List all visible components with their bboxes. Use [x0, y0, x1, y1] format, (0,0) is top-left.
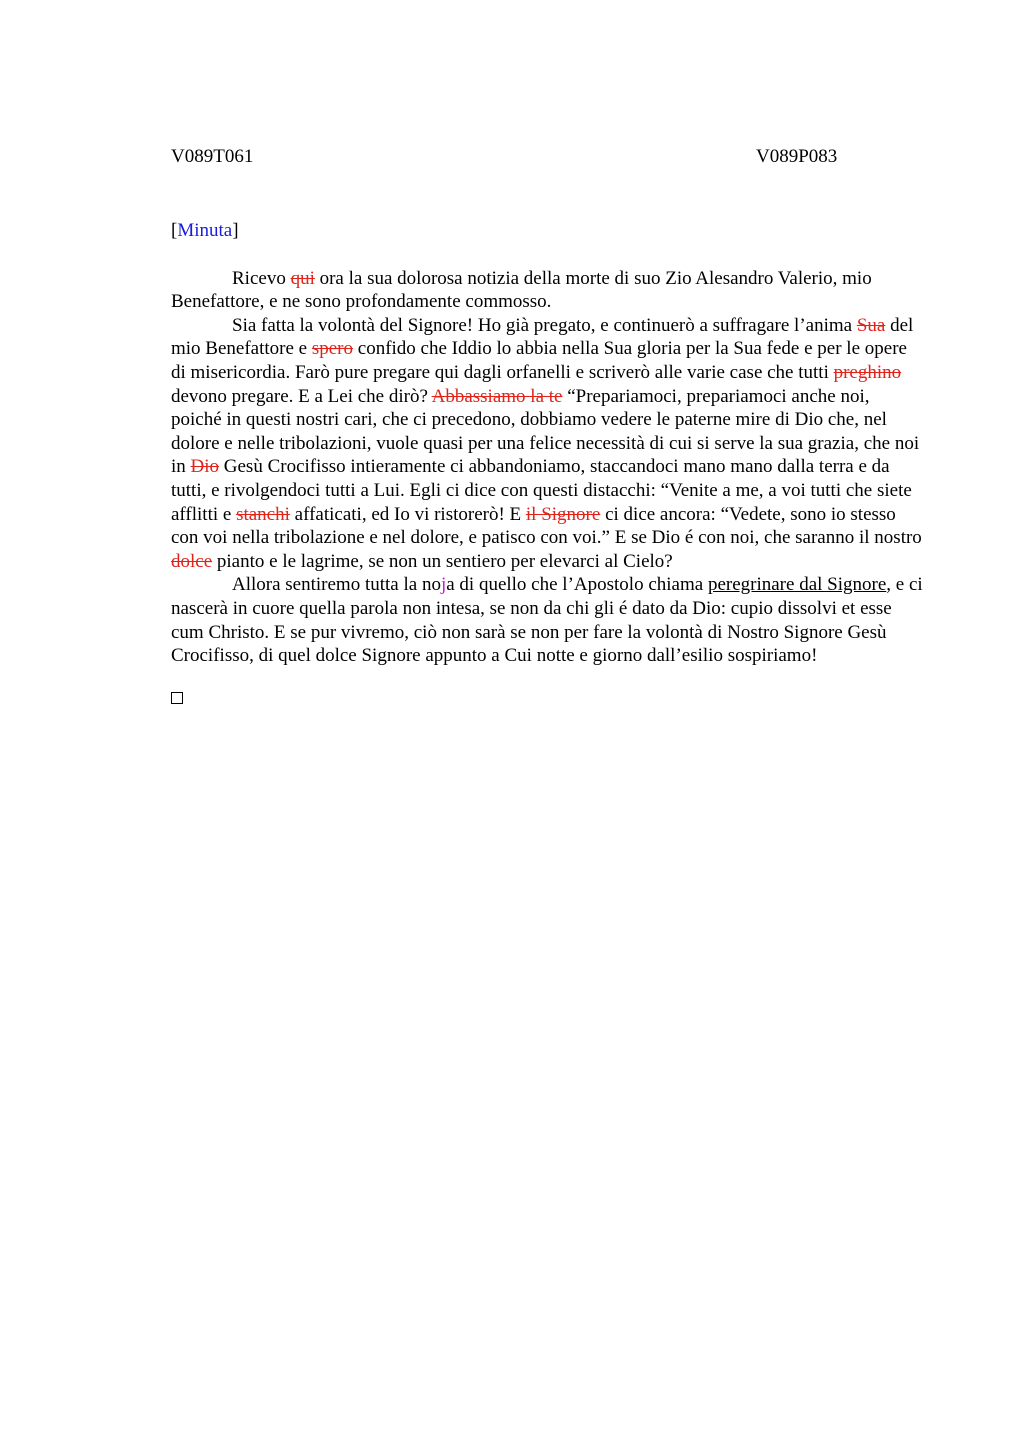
label-open-bracket: [	[171, 220, 178, 241]
text-run: ora la sua dolorosa notizia della morte di suo Zio Alesandro Valerio, mio Benefattore, e ne sono profondamente commosso.	[171, 267, 872, 313]
deleted-text: Dio	[190, 456, 220, 478]
deleted-text: Abbassiamo la te	[431, 385, 563, 407]
label-close-bracket: ]	[232, 220, 239, 241]
text-run: Sia fatta la volontà del Signore! Ho già pregato, e continuerò a suffragare l’anima	[232, 314, 857, 336]
deleted-text: qui	[290, 267, 315, 289]
paragraph	[171, 267, 923, 314]
document-label	[171, 219, 923, 243]
deleted-text: spero	[311, 338, 354, 360]
deleted-text: preghino	[833, 361, 902, 383]
square-outline-icon	[171, 692, 183, 704]
document-code-right: V089P083	[756, 146, 838, 167]
text-run: devono pregare. E a Lei che dirò?	[171, 385, 432, 407]
document-header	[171, 145, 923, 171]
text-run: “Prepariamoci, prepariamoci anche noi, poiché in questi nostri cari, che ci precedono, dobbiamo vedere le paterne mire di Dio che, nel dolore e nelle tribolazioni, vuole quasi per una felice necessità di cui si serve la sua grazia, che noi in	[171, 385, 920, 478]
label-text: Minuta	[177, 220, 233, 241]
text-run: Allora sentiremo tutta la no	[232, 574, 441, 596]
underlined-text: peregrinare dal Signore	[707, 574, 887, 596]
text-run: ci dice ancora: “Vedete, sono io stesso con voi nella tribolazione e nel dolore, e patisco con voi.” E se Dio é con noi, che saranno il nostro	[171, 503, 922, 549]
inserted-text: j	[440, 574, 447, 596]
text-run: del mio Benefattore e	[171, 314, 914, 360]
text-run: confido che Iddio lo abbia nella Sua gloria per la Sua fede e per le opere di misericordia. Farò pure pregare qui dagli orfanelli e scriverò alle varie case che tutti	[171, 338, 907, 383]
text-run: , e ci nascerà in cuore quella parola non intesa, se non da chi gli é dato da Dio: cupio dissolvi et esse cum Christo. E se pur vivremo, ciò non sarà se non per fare la volontà di Nostro Signore Gesù Crocifisso, di quel dolce Signore appunto a Cui notte e giorno dall’esilio sospiriamo!	[171, 574, 923, 667]
document-page	[171, 145, 923, 704]
text-run: pianto e le lagrime, se non un sentiero per elevarci al Cielo?	[212, 550, 673, 572]
text-run: a di quello che l’Apostolo chiama	[446, 574, 708, 596]
deleted-text: il Signore	[525, 503, 601, 525]
deleted-text: dolce	[171, 550, 213, 572]
text-run: affaticati, ed Io vi ristorerò! E	[289, 503, 526, 525]
text-run: Gesù Crocifisso intieramente ci abbandoniamo, staccandoci mano mano dalla terra e da tutti, e rivolgendoci tutti a Lui. Egli ci dice con questi distacchi: “Venite a me, a voi tutti che siete afflitti e	[171, 456, 912, 525]
text-run: Ricevo	[232, 267, 291, 289]
paragraph	[171, 314, 923, 574]
document-code-left: V089T061	[171, 146, 254, 167]
letter-body	[171, 267, 923, 668]
deleted-text: Sua	[856, 314, 886, 336]
deleted-text: stanchi	[236, 503, 290, 525]
paragraph	[171, 573, 923, 667]
